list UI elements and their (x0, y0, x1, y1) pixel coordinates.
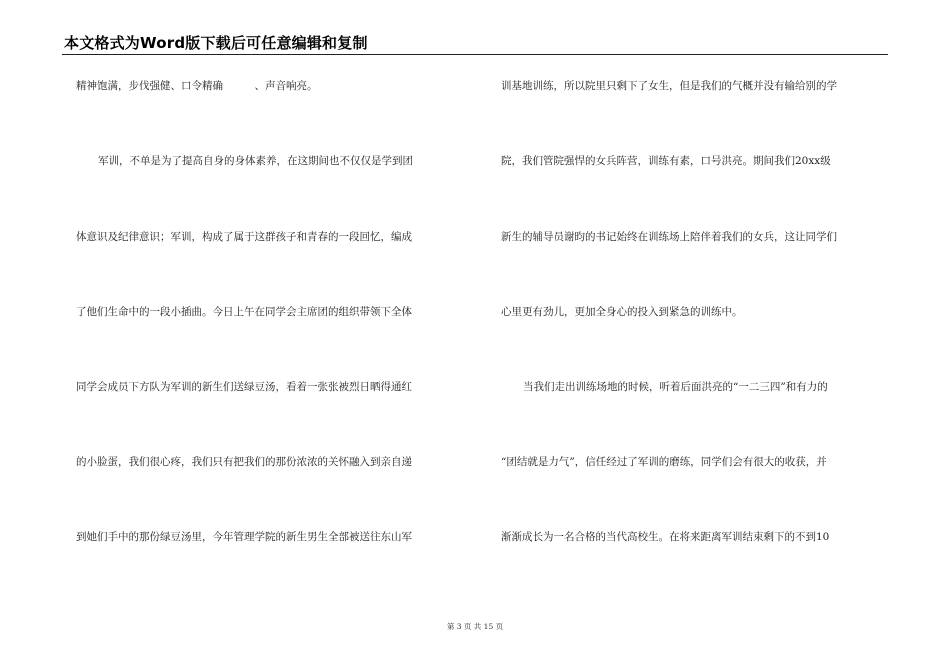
text-line: 渐渐成长为一名合格的当代高校生。在将来距离军训结束剩下的不到10 (501, 531, 830, 543)
text-line: 当我们走出训练场地的时候，听着后面洪亮的“一二三四”和有力的 (523, 381, 828, 393)
text-line: 了他们生命中的一段小插曲。今日上午在同学会主席团的组织带领下全体 (76, 306, 412, 318)
text-line: 军训，不单是为了提高自身的身体素养，在这期间也不仅仅是学到团 (98, 155, 413, 167)
text-line: 院，我们管院强悍的女兵阵营，训练有素，口号洪亮。期间我们20xx级 (501, 155, 831, 167)
text-line: 新生的辅导员谢昀的书记始终在训练场上陪伴着我们的女兵，这让同学们 (501, 231, 837, 243)
page-number-footer: 第 3 页 共 15 页 (446, 622, 504, 631)
right-text-column (501, 0, 896, 672)
left-text-column (76, 0, 471, 672)
text-line: 到她们手中的那份绿豆汤里，今年管理学院的新生男生全部被送往东山军 (76, 531, 412, 543)
text-line: 的小脸蛋，我们很心疼，我们只有把我们的那份浓浓的关怀融入到亲自递 (76, 456, 412, 468)
text-line: 训基地训练，所以院里只剩下了女生，但是我们的气概并没有输给别的学 (501, 80, 837, 92)
text-line: 精神饱满，步伐强健、口令精确 、声音响亮。 (76, 80, 318, 92)
text-line: 心里更有劲儿，更加全身心的投入到紧急的训练中。 (501, 306, 743, 318)
text-line: 体意识及纪律意识；军训，构成了属于这群孩子和青春的一段回忆，编成 (76, 231, 412, 243)
text-line: 同学会成员下方队为军训的新生们送绿豆汤，看着一张张被烈日晒得通红 (76, 381, 412, 393)
document-header-title: 本文格式为Word版下载后可任意编辑和复制 (64, 34, 368, 52)
text-line: “团结就是力气”，信任经过了军训的磨练，同学们会有很大的收获，并 (501, 456, 827, 468)
